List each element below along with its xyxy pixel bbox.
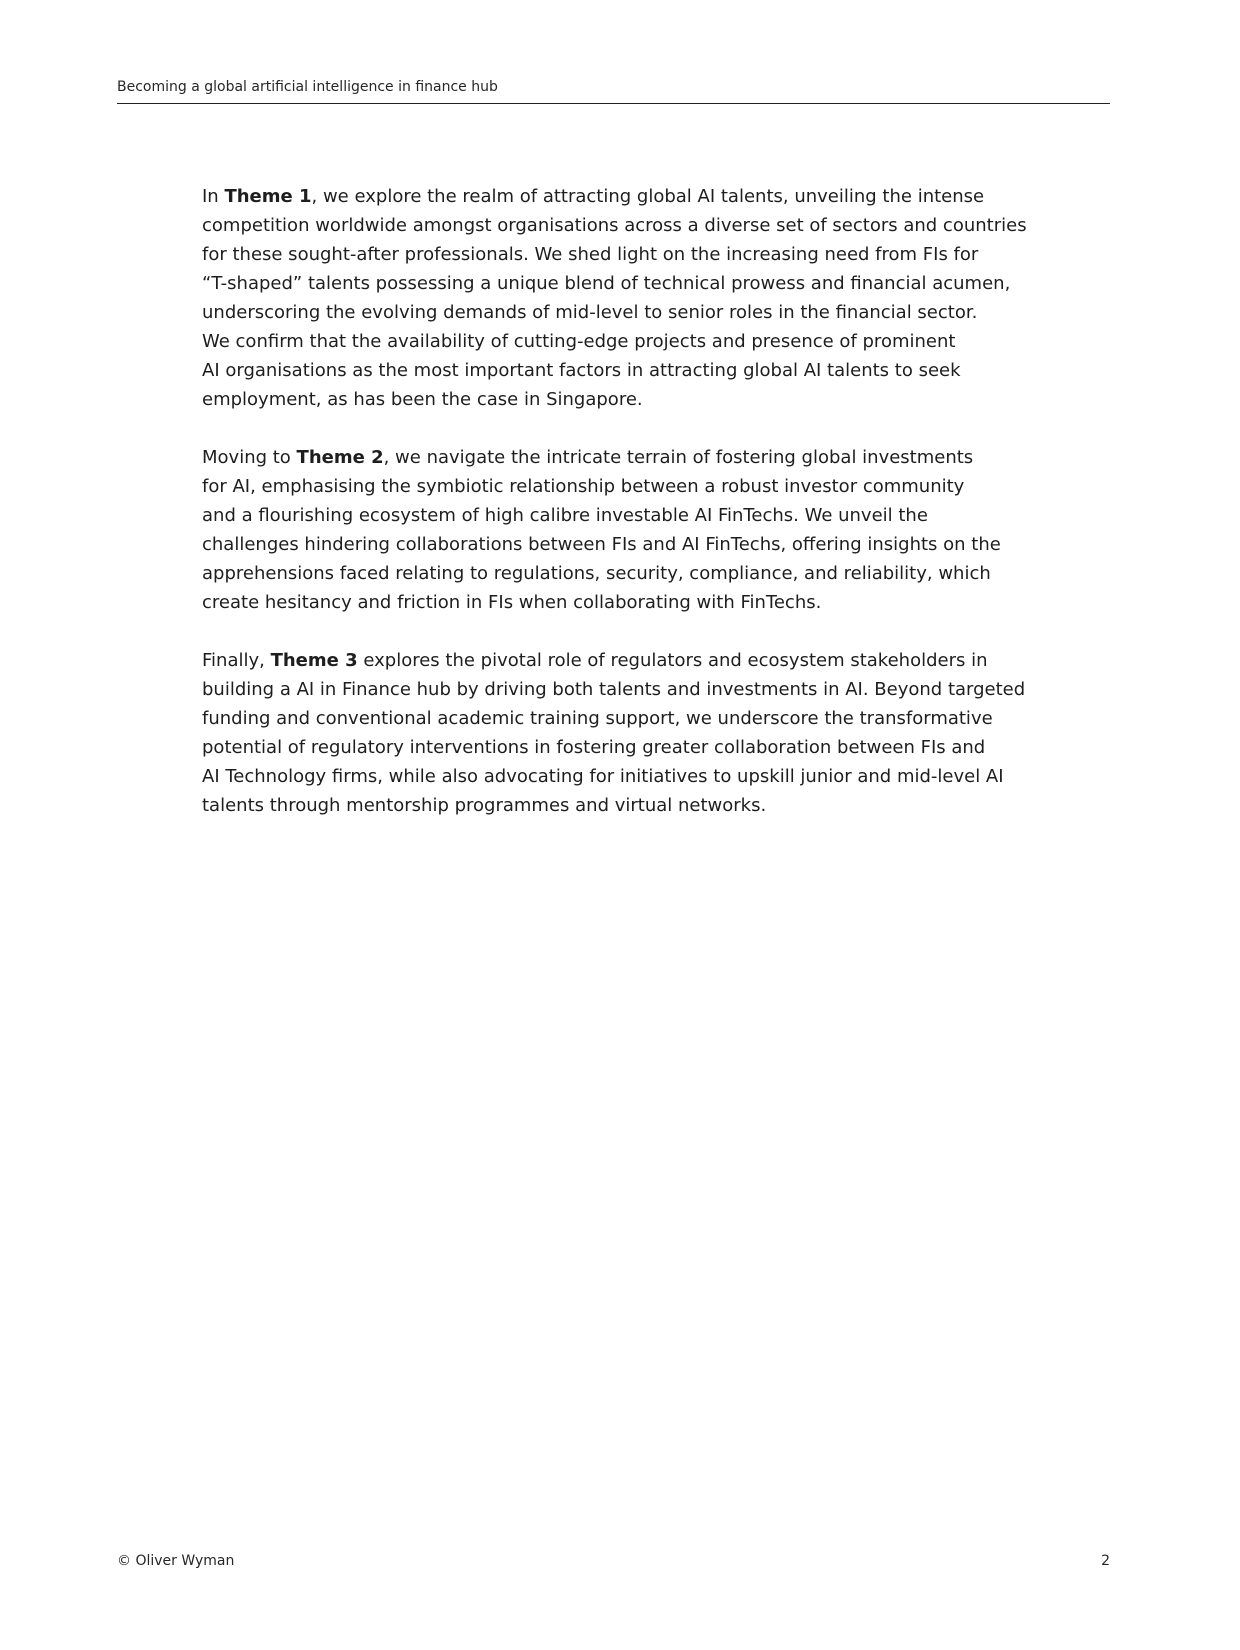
text-line: underscoring the evolving demands of mid-level to senior roles in the financial sector. [202, 302, 978, 323]
paragraph-theme-3 [202, 646, 1042, 820]
text-line: “T-shaped” talents possessing a unique blend of technical prowess and financial acumen, [202, 273, 1011, 294]
theme-3-label: Theme 3 [270, 650, 358, 671]
text-line: create hesitancy and friction in FIs when collaborating with FinTechs. [202, 592, 822, 613]
theme-1-label: Theme 1 [224, 186, 312, 207]
text-line: Moving to Theme 2, we navigate the intricate terrain of fostering global investments [202, 447, 974, 468]
page-number: 2 [1101, 1553, 1110, 1569]
text-line: AI Technology firms, while also advocating for initiatives to upskill junior and mid-level AI [202, 766, 1004, 787]
text-line: AI organisations as the most important factors in attracting global AI talents to seek [202, 360, 961, 381]
running-header [117, 76, 1110, 104]
text-line: Finally, Theme 3 explores the pivotal role of regulators and ecosystem stakeholders in [202, 650, 988, 671]
text-line: and a flourishing ecosystem of high calibre investable AI FinTechs. We unveil the [202, 505, 928, 526]
paragraph-theme-2 [202, 443, 1042, 617]
text-line: building a AI in Finance hub by driving both talents and investments in AI. Beyond targeted [202, 679, 1026, 700]
text-line: competition worldwide amongst organisations across a diverse set of sectors and countries [202, 215, 1027, 236]
text-line: In Theme 1, we explore the realm of attracting global AI talents, unveiling the intense [202, 186, 985, 207]
text-line: challenges hindering collaborations between FIs and AI FinTechs, offering insights on the [202, 534, 1001, 555]
text-line: funding and conventional academic training support, we underscore the transformative [202, 708, 993, 729]
text-line: for AI, emphasising the symbiotic relationship between a robust investor community [202, 476, 965, 497]
text-line: We confirm that the availability of cutting-edge projects and presence of prominent [202, 331, 956, 352]
text-line: employment, as has been the case in Singapore. [202, 389, 643, 410]
text-line: for these sought-after professionals. We shed light on the increasing need from FIs for [202, 244, 979, 265]
text-line: potential of regulatory interventions in fostering greater collaboration between FIs and [202, 737, 986, 758]
body-text [202, 182, 1042, 849]
theme-2-label: Theme 2 [296, 447, 384, 468]
footer-copyright: © Oliver Wyman [117, 1553, 235, 1569]
document-title: Becoming a global artificial intelligence in finance hub [117, 79, 498, 95]
text-line: apprehensions faced relating to regulations, security, compliance, and reliability, which [202, 563, 991, 584]
text-line: talents through mentorship programmes and virtual networks. [202, 795, 767, 816]
paragraph-theme-1 [202, 182, 1042, 414]
